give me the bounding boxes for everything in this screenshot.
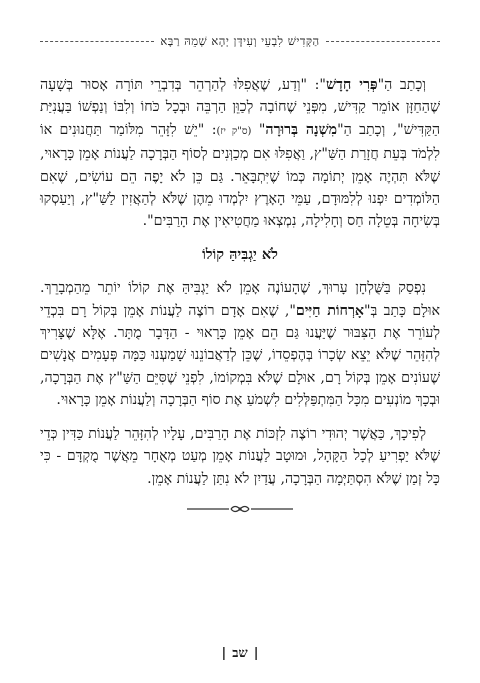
page-number: שב bbox=[232, 646, 248, 661]
body-text bbox=[40, 74, 440, 516]
para2-text-2: ", שֶׁאִם אָדָם רוֹצֶה לַעֲנוֹת אָמֵן בְּקוֹל רָם בִּכְדֵי לְעוֹרֵר אֶת הַצִּבּוּר שֶׁיַּעֲנוּ גַּם הֵם אָמֵן כָּרָאוּי - הַדָּבָר מֻתָּר. אֶלָּא שֶׁצָּרִיךְ לְהִזָּהֵר שֶׁלֹּא יֵצֵא שְׂכָרוֹ בְּהֶפְסֵדוֹ, שֶׁכֵּן לְדַאֲבוֹנֵנוּ שָׁמַעְנוּ כַּמָּה פְּעָמִים אֲנָשִׁים שֶׁעוֹנִים אָמֵן בְּקוֹל רָם, אוּלָם שֶׁלֹּא בִּמְקוֹמוֹ, לִפְנֵי שֶׁסִּיֵּם הַשַּׁ"ץ אֶת הַבְּרָכָה, וּבְכָךְ מוֹנְעִים מִכָּל הַמִּתְפַּלְּלִים לִשְׁמֹעַ אֶת סוֹף הַבְּרָכָה וְלַעֲנוֹת אָמֵן כָּרָאוּי. bbox=[40, 302, 440, 409]
footer-bar-right: | bbox=[221, 646, 227, 661]
header-dash-right bbox=[326, 41, 440, 42]
source-reference: (ס"ק יז) bbox=[216, 125, 252, 137]
ornamental-divider bbox=[40, 502, 440, 516]
page-footer bbox=[0, 645, 480, 661]
paragraph-3: לְפִיכָךְ, כַּאֲשֶׁר יְהוּדִי רוֹצֶה לִזְכּוֹת אֶת הָרַבִּים, עָלָיו לְהִזָּהֵר לַעֲנוֹת כַּדִּין כְּדֵי שֶׁלֹּא יַפְרִיעַ לְכָל הַקָּהָל, וּמוּטָב לַעֲנוֹת אָמֵן מְעַט מְאֻחָר מֵאֲשֶׁר מֻקְדָּם - כִּי כָּל זְמַן שֶׁלֹּא הִסְתַּיְּמָה הַבְּרָכָה, עֲדַיִן לֹא נִתַּן לַעֲנוֹת אָמֵן. bbox=[40, 425, 440, 487]
para1-text-3: " bbox=[258, 121, 266, 138]
header-dash-left bbox=[40, 41, 154, 42]
source-peri-chadash: פְּרִי חָדָשׁ bbox=[325, 77, 378, 93]
header-title: הַקְּדִישׁ לִבְעֵי וְעִידָּן יְהָא שְׁמֵהּ רַבָּא bbox=[160, 34, 320, 48]
source-orchot-chaim: אָרְחוֹת חַיִּים bbox=[295, 302, 365, 319]
paragraph-2 bbox=[40, 277, 440, 411]
running-header bbox=[40, 34, 440, 48]
divider-ornament-icon bbox=[185, 502, 295, 516]
para1-text-4: : "יֵשׁ לִזָּהֵר מִלּוֹמַר תַּחֲנוּנִים אוֹ לִלְמֹד בְּעֵת חֲזָרַת הַשַּׁ"ץ, וַאֲפִלּוּ אִם מְכַוְּנִים לְסוֹף הַבְּרָכָה לַעֲנוֹת אָמֵן כָּרָאוּי, שֶׁלֹּא תִּהְיֶה אָמֵן יְתוֹמָה כְּמוֹ שֶׁיִּתְבָּאֵר. גַּם כֵּן לֹא יָפֶה הֵם עוֹשִׂים, שֶׁאִם הַלּוֹמְדִים יִפְנוּ לְלִמּוּדָם, עַמֵּי הָאָרֶץ יִלְמְדוּ מֵהֶן שֶׁלֹּא לְהַאֲזִין לַשַּׁ"ץ, וְיַעַסְקוּ בְּשִׂיחָה בְּטֵלָה חַס וְחָלִילָה, נִמְצְאוּ מַחֲטִיאִין אֶת הָרַבִּים". bbox=[40, 121, 440, 230]
section-heading: לֹא יַגְבִּיהַּ קוֹלוֹ bbox=[202, 245, 278, 263]
paragraph-1 bbox=[40, 74, 440, 233]
source-mishna-berura: מִשְׁנָה בְּרוּרָה bbox=[265, 121, 338, 138]
para2-text-1: נִפְסַק בַּשֻּׁלְחָן עָרוּךְ, שֶׁהָעוֹנֶה אָמֵן לֹא יַגְבִּיהַּ אֶת קוֹלוֹ יוֹתֵר מֵהַמְבָרֵךְ. אוּלָם כָּתַב בְּ" bbox=[40, 280, 440, 319]
footer-bar-left: | bbox=[253, 646, 259, 661]
para1-text-1: וְכָתַב הַ" bbox=[377, 77, 426, 93]
para1-text-2: ": "וְדַע, שֶׁאֲפִלּוּ לְהַרְהֵר בְּדִבְרֵי תּוֹרָה אָסוּר בְּשָׁעָה שֶׁהַחַזָּן אוֹמֵר קַדִּישׁ, מִפְּנֵי שֶׁחוֹבָה לְכַוֵּן הַרְבֵּה וּבְכָל כֹּחוֹ וְלִבּוֹ וְנַפְשׁוֹ בַּעֲנִיַּת הַקַּדִּישׁ", וְכָתַב הַ" bbox=[40, 77, 440, 138]
